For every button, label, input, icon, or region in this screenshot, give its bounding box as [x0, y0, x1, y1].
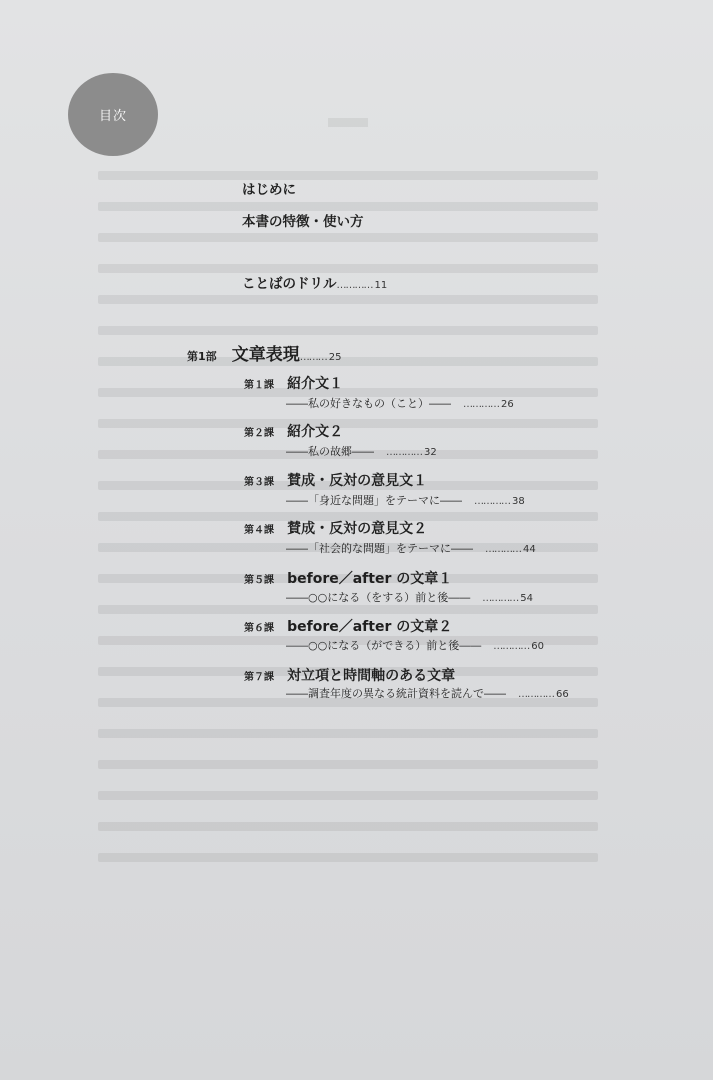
- part-title: 文章表現: [231, 345, 300, 365]
- page-number: 66: [556, 689, 569, 700]
- part-number: 第1部: [187, 350, 217, 363]
- toc-entry-word-drill[interactable]: [242, 272, 387, 292]
- leader-dots: …………: [386, 447, 422, 458]
- entry-title: はじめに: [242, 182, 296, 198]
- toc-lesson-3-subtitle: [286, 492, 525, 508]
- lesson-title: 対立項と時間軸のある文章: [287, 668, 456, 684]
- toc-lesson-4[interactable]: [228, 518, 427, 538]
- page-number: 32: [424, 447, 437, 458]
- lesson-title: 賛成・反対の意見文１: [287, 473, 428, 489]
- toc-part-1[interactable]: [187, 340, 341, 365]
- toc-entry-intro[interactable]: [242, 178, 296, 198]
- lesson-title: before／after の文章１: [287, 571, 453, 587]
- toc-lesson-1[interactable]: [228, 373, 343, 393]
- lesson-subtitle: ――私の好きなもの（こと）――: [286, 397, 451, 410]
- page-number: 54: [520, 593, 533, 604]
- toc-lesson-5[interactable]: [228, 568, 452, 588]
- leader-dots: …………: [474, 496, 510, 507]
- page-number: 38: [512, 496, 525, 507]
- entry-title: 本書の特徴・使い方: [242, 214, 364, 230]
- toc-lesson-2-subtitle: [286, 443, 437, 459]
- lesson-number: 第５課: [244, 575, 274, 586]
- toc-lesson-7-subtitle: [286, 685, 569, 701]
- entry-title: ことばのドリル: [242, 276, 337, 292]
- toc-badge-label: 目次: [98, 109, 127, 124]
- toc-lesson-6-subtitle: [286, 637, 544, 653]
- lesson-number: 第７課: [244, 672, 274, 683]
- leader-dots: ………: [299, 352, 327, 363]
- page-number: 26: [501, 399, 514, 410]
- lesson-number: 第４課: [244, 525, 274, 536]
- leader-dots: …………: [485, 544, 521, 555]
- lesson-number: 第３課: [244, 477, 274, 488]
- lesson-title: before／after の文章２: [287, 619, 453, 635]
- lesson-subtitle: ――○○になる（をする）前と後――: [286, 591, 471, 604]
- lesson-subtitle: ――「身近な問題」をテーマに――: [286, 494, 462, 507]
- lesson-subtitle: ――○○になる（ができる）前と後――: [286, 639, 482, 652]
- page-number: 60: [531, 641, 544, 652]
- leader-dots: …………: [518, 689, 554, 700]
- lesson-number: 第１課: [244, 380, 274, 391]
- page-number: 11: [374, 280, 388, 291]
- lesson-title: 紹介文２: [287, 424, 344, 440]
- lesson-subtitle: ――私の故郷――: [286, 445, 374, 458]
- leader-dots: …………: [463, 399, 499, 410]
- leader-dots: …………: [493, 641, 530, 652]
- lesson-number: 第６課: [244, 623, 274, 634]
- lesson-title: 賛成・反対の意見文２: [287, 521, 428, 537]
- leader-dots: …………: [482, 593, 519, 604]
- page-number: 44: [523, 544, 536, 555]
- toc-lesson-5-subtitle: [286, 589, 533, 605]
- toc-lesson-1-subtitle: [286, 395, 514, 411]
- leader-dots: …………: [336, 280, 373, 291]
- toc-lesson-6[interactable]: [228, 616, 452, 636]
- lesson-subtitle: ――調査年度の異なる統計資料を読んで――: [286, 687, 506, 700]
- lesson-subtitle: ――「社会的な問題」をテーマに――: [286, 542, 473, 555]
- toc-entry-features[interactable]: [242, 210, 364, 230]
- toc-lesson-3[interactable]: [228, 470, 427, 490]
- toc-lesson-7[interactable]: [228, 665, 455, 685]
- lesson-title: 紹介文１: [287, 376, 344, 392]
- toc-badge: [68, 73, 158, 156]
- toc-lesson-4-subtitle: [286, 540, 536, 556]
- toc-lesson-2[interactable]: [228, 421, 343, 441]
- lesson-number: 第２課: [244, 428, 274, 439]
- page-number: 25: [328, 352, 342, 363]
